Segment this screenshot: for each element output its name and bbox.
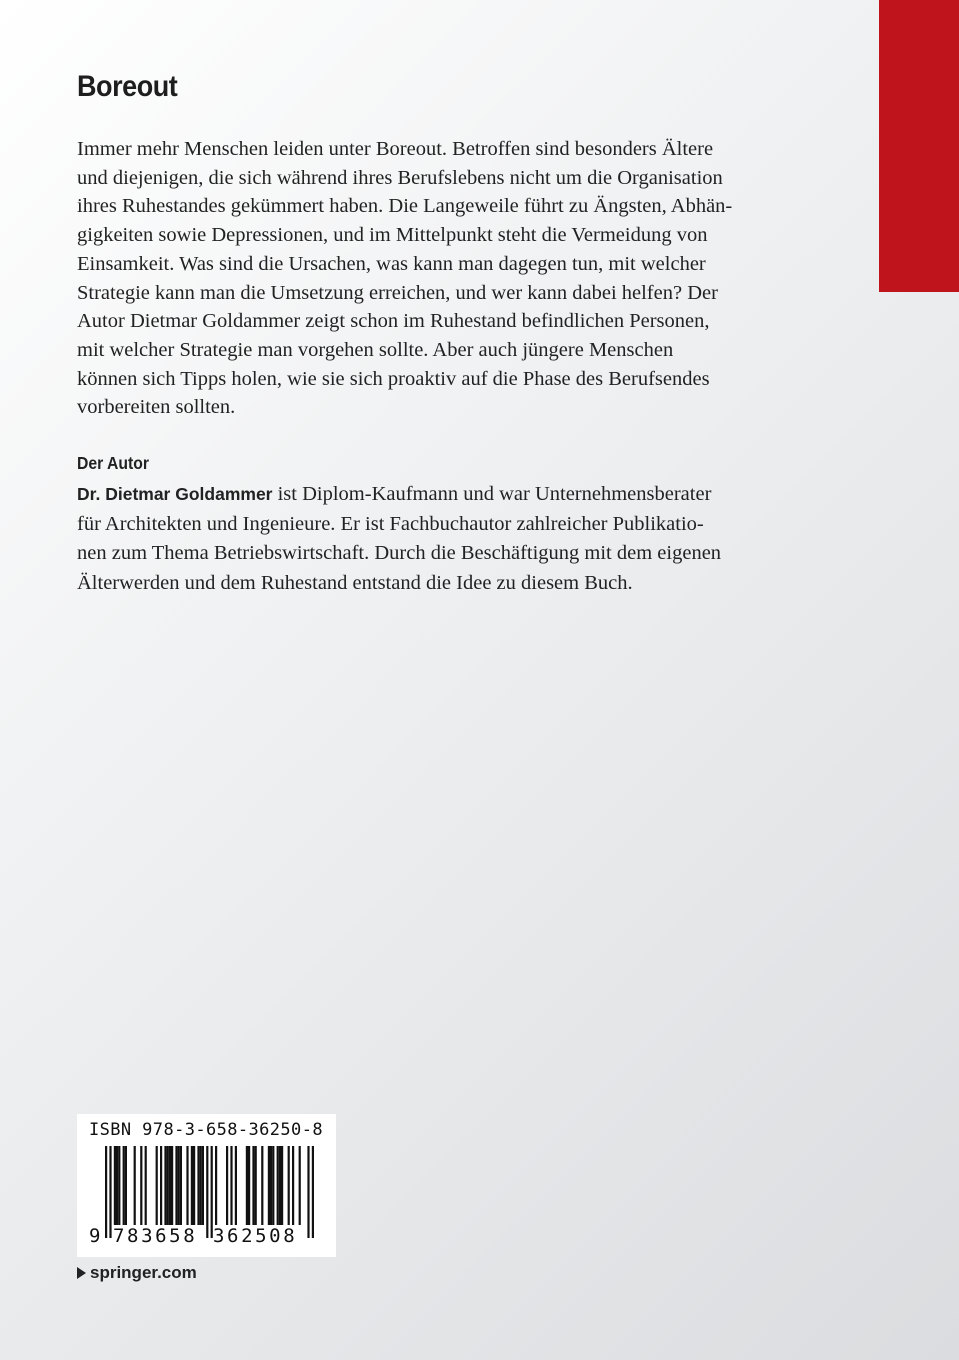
barcode-bar (178, 1146, 180, 1225)
barcode-bar (197, 1146, 199, 1225)
author-bio (77, 480, 792, 598)
barcode-bar (171, 1146, 173, 1225)
barcode-bar (186, 1146, 188, 1225)
blurb-text (77, 135, 792, 422)
barcode-bar (200, 1146, 202, 1225)
barcode-bar (160, 1146, 162, 1225)
barcode-bar (252, 1146, 254, 1225)
publisher-link[interactable] (77, 1263, 197, 1283)
publisher-link-text: springer.com (90, 1263, 197, 1282)
barcode-bar (123, 1146, 125, 1225)
author-bio-line: Älterwerden und dem Ruhestand entstand die Idee zu diesem Buch. (77, 571, 633, 594)
barcode-bar (175, 1146, 177, 1225)
blurb-line: mit welcher Strategie man vorgehen sollte. Aber auch jüngere Menschen (77, 338, 674, 361)
barcode-bar (226, 1146, 228, 1225)
barcode-first-digit: 9 (89, 1225, 101, 1247)
author-bio-line: für Architekten und Ingenieure. Er ist Fachbuchautor zahlreicher Publikatio- (77, 512, 704, 535)
blurb-line: Autor Dietmar Goldammer zeigt schon im Ruhestand befindlichen Personen, (77, 310, 710, 333)
barcode-bar (299, 1146, 301, 1225)
author-heading: Der Autor (77, 453, 150, 473)
barcode-bar (134, 1146, 136, 1225)
author-bio-text: ist Diplom-Kaufmann und war Unternehmensberater (272, 483, 712, 505)
barcode-bar (116, 1146, 118, 1225)
blurb-line: können sich Tipps holen, wie sie sich proaktiv auf die Phase des Berufsendes (77, 367, 710, 390)
barcode-bar (191, 1146, 193, 1225)
barcode-bar (140, 1146, 142, 1225)
barcode-bar (248, 1146, 250, 1225)
barcode-bar (215, 1146, 217, 1225)
barcode-bar (268, 1146, 270, 1225)
barcode-bar (255, 1146, 257, 1225)
barcode-bar (281, 1146, 283, 1225)
barcode-bar (156, 1146, 158, 1225)
barcode-bar (114, 1146, 116, 1225)
barcode-bar (169, 1146, 171, 1225)
blurb-line: und diejenigen, die sich während ihres Berufslebens nicht um die Organisation (77, 166, 723, 189)
barcode-guard-bar (206, 1146, 208, 1238)
barcode-bar (246, 1146, 248, 1225)
barcode-bar (118, 1146, 120, 1225)
barcode-bar (277, 1146, 279, 1225)
barcode-guard-bar (312, 1146, 314, 1238)
barcode-bar (167, 1146, 169, 1225)
author-bio-line (77, 480, 792, 510)
barcode-bar (145, 1146, 147, 1225)
author-name: Dr. Dietmar Goldammer (77, 484, 273, 504)
barcode-right-digits: 362508 (213, 1225, 298, 1247)
barcode-guard-bar (109, 1146, 111, 1238)
barcode-guard-bar (105, 1146, 107, 1238)
barcode-bar (292, 1146, 294, 1225)
barcode-bar (270, 1146, 272, 1225)
barcode-bar (164, 1146, 166, 1225)
barcode-bar (180, 1146, 182, 1225)
barcode-bar (288, 1146, 290, 1225)
triangle-right-icon (77, 1267, 86, 1279)
barcode-bar (125, 1146, 127, 1225)
barcode-bar (193, 1146, 195, 1225)
barcode-bar (279, 1146, 281, 1225)
blurb-line: gigkeiten sowie Depressionen, und im Mittelpunkt steht die Vermeidung von (77, 224, 708, 247)
blurb-line: ihres Ruhestandes gekümmert haben. Die Langeweile führt zu Ängsten, Abhän- (77, 195, 733, 218)
barcode-left-digits: 783658 (113, 1225, 198, 1247)
isbn-barcode (77, 1114, 336, 1257)
barcode-bar (230, 1146, 232, 1225)
isbn-label: ISBN 978-3-658-36250-8 (89, 1120, 323, 1140)
blurb-line: Strategie kann man die Umsetzung erreichen, und wer kann dabei helfen? Der (77, 281, 718, 304)
barcode-guard-bar (307, 1146, 309, 1238)
barcode-bar (235, 1146, 237, 1225)
book-title: Boreout (77, 70, 178, 103)
red-accent-tab (879, 0, 959, 292)
barcode-bar (261, 1146, 263, 1225)
blurb-line: Einsamkeit. Was sind die Ursachen, was kann man dagegen tun, mit welcher (77, 252, 706, 275)
barcode-bar (202, 1146, 204, 1225)
blurb-line: vorbereiten sollten. (77, 396, 236, 419)
author-bio-line: nen zum Thema Betriebswirtschaft. Durch die Beschäftigung mit dem eigenen (77, 542, 722, 564)
barcode-bar (272, 1146, 274, 1225)
blurb-line: Immer mehr Menschen leiden unter Boreout. Betroffen sind besonders Ältere (77, 138, 714, 160)
